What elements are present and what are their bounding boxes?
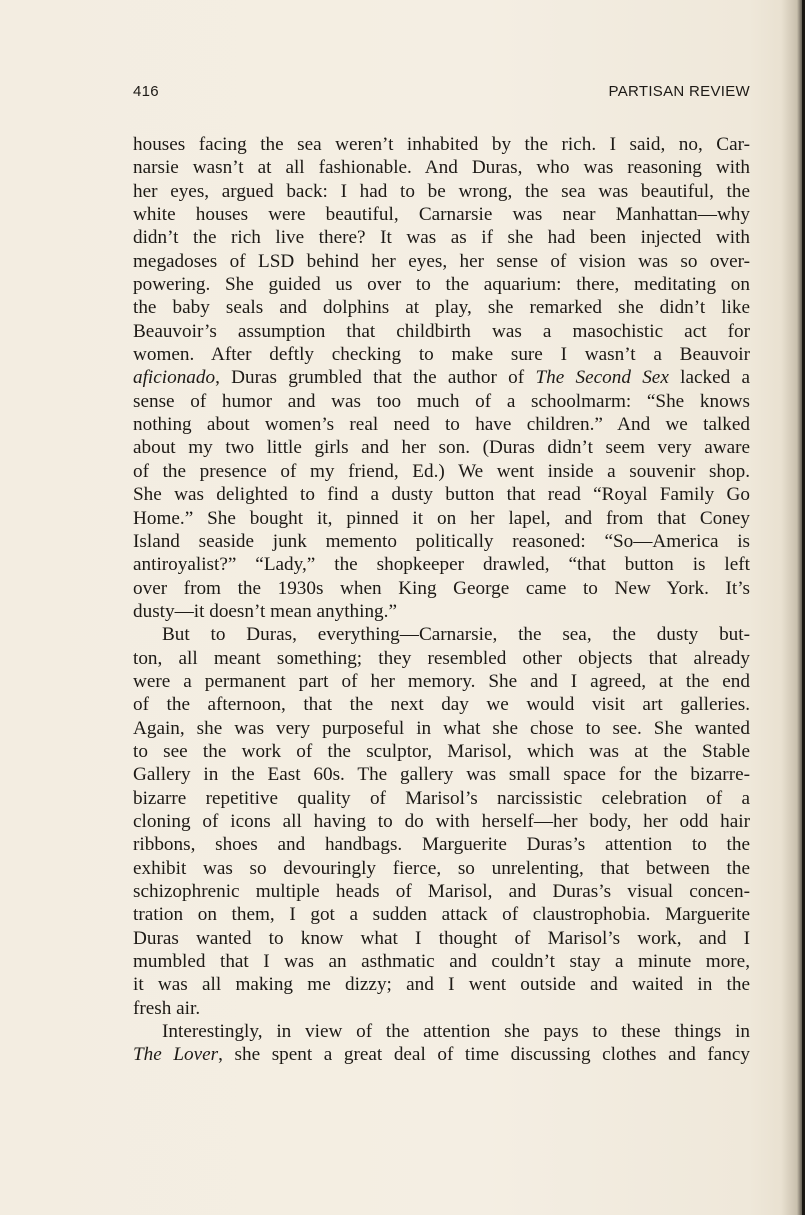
journal-title: PARTISAN REVIEW	[608, 83, 750, 100]
text-line: ton, all meant something; they resembled other objects that already	[133, 647, 750, 669]
text-run: , Duras grumbled that the author of	[215, 367, 536, 389]
text-line: megadoses of LSD behind her eyes, her sense of vision was so over-	[133, 250, 750, 272]
text-line: Island seaside junk memento politically reasoned: “So—America is	[133, 530, 750, 552]
text-line: to see the work of the sculptor, Marisol, which was at the Stable	[133, 740, 750, 762]
text-line: women. After deftly checking to make sure I wasn’t a Beauvoir	[133, 344, 750, 366]
text-run: lacked a	[668, 367, 750, 389]
text-line: Gallery in the East 60s. The gallery was small space for the bizarre-	[133, 764, 750, 786]
text-line: mumbled that I was an asthmatic and couldn’t stay a minute more,	[133, 951, 750, 973]
body-text	[133, 133, 750, 1067]
text-line: sense of humor and was too much of a schoolmarm: “She knows	[133, 390, 750, 412]
text-line: were a permanent part of her memory. She and I agreed, at the end	[133, 670, 750, 692]
text-line: Duras wanted to know what I thought of Marisol’s work, and I	[133, 927, 750, 949]
text-line: her eyes, argued back: I had to be wrong, the sea was beautiful, the	[133, 180, 750, 202]
text-line: ribbons, shoes and handbags. Marguerite Duras’s attention to the	[133, 834, 750, 856]
text-line: it was all making me dizzy; and I went outside and waited in the	[133, 974, 750, 996]
text-line: over from the 1930s when King George came to New York. It’s	[133, 577, 750, 599]
text-line: tration on them, I got a sudden attack of claustrophobia. Marguerite	[133, 904, 750, 926]
text-line: But to Duras, everything—Carnarsie, the sea, the dusty but-	[162, 624, 750, 646]
text-line: cloning of icons all having to do with herself—her body, her odd hair	[133, 810, 750, 832]
text-line: Interestingly, in view of the attention she pays to these things in	[162, 1021, 750, 1043]
text-line: powering. She guided us over to the aquarium: there, meditating on	[133, 274, 750, 296]
page-number: 416	[133, 83, 159, 100]
text-line: narsie wasn’t at all fashionable. And Duras, who was reasoning with	[133, 157, 750, 179]
text-line: dusty—it doesn’t mean anything.”	[133, 600, 397, 622]
text-line	[133, 1043, 750, 1066]
text-line: didn’t the rich live there? It was as if she had been injected with	[133, 227, 750, 249]
text-line: schizophrenic multiple heads of Marisol, and Duras’s visual concen-	[133, 881, 750, 902]
text-line: Beauvoir’s assumption that childbirth was a masochistic act for	[133, 320, 750, 342]
text-run: , she spent a great deal of time discussing clothes and fancy	[218, 1044, 750, 1066]
text-line: She was delighted to find a dusty button that read “Royal Family Go	[133, 484, 750, 506]
text-line: of the presence of my friend, Ed.) We went inside a souvenir shop.	[133, 460, 750, 482]
text-line: Again, she was very purposeful in what she chose to see. She wanted	[133, 717, 750, 739]
text-line: of the afternoon, that the next day we would visit art galleries.	[133, 694, 750, 716]
text-line: houses facing the sea weren’t inhabited by the rich. I said, no, Car-	[133, 134, 750, 155]
text-line: fresh air.	[133, 997, 201, 1019]
text-line: white houses were beautiful, Carnarsie was near Manhattan—why	[133, 204, 750, 226]
text-line: exhibit was so devouringly fierce, so unrelenting, that between the	[133, 857, 750, 879]
text-line: antiroyalist?” “Lady,” the shopkeeper drawled, “that button is left	[133, 554, 750, 576]
italic-title: aficionado	[133, 367, 216, 389]
italic-title: The Second Sex	[535, 367, 669, 389]
italic-title: The Lover	[133, 1044, 219, 1066]
text-line: nothing about women’s real need to have children.” And we talked	[133, 414, 750, 436]
text-line: bizarre repetitive quality of Marisol’s narcissistic celebration of a	[133, 787, 750, 809]
text-line	[133, 366, 750, 389]
text-line: the baby seals and dolphins at play, she remarked she didn’t like	[133, 297, 750, 319]
text-line: about my two little girls and her son. (Duras didn’t seem very aware	[133, 437, 750, 459]
text-line: Home.” She bought it, pinned it on her lapel, and from that Coney	[133, 507, 750, 529]
running-head	[133, 83, 750, 103]
